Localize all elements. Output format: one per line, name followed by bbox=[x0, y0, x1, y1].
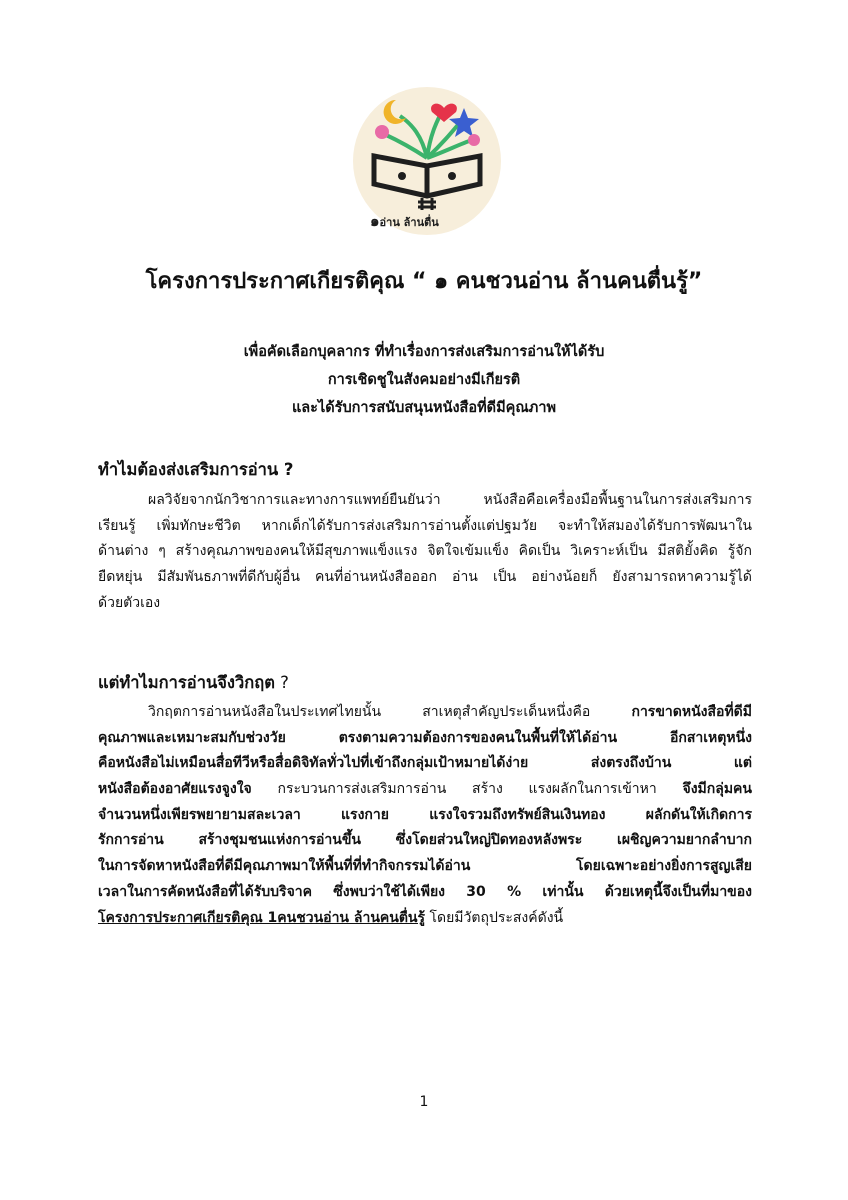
paragraph-line: คือหนังสือไม่เหมือนสื่อทีวีหรือสื่อดิจิทัลทั่วไปที่เข้าถึงกลุ่มเป้าหมายได้ง่าย ส่งตรงถึงบ้าน แต่ bbox=[98, 755, 752, 772]
paragraph-line: คุณภาพและเหมาะสมกับช่วงวัย ตรงตามความต้องการของคนในพื้นที่ให้ได้อ่าน อีกสาเหตุหนึ่ง bbox=[98, 729, 752, 746]
subtitle-line: เพื่อคัดเลือกบุคลากร ที่ทำเรื่องการส่งเสริมการอ่านให้ได้รับ bbox=[243, 344, 605, 360]
page-number: 1 bbox=[419, 1094, 429, 1110]
flower-icon bbox=[375, 125, 389, 139]
paragraph-line: รักการอ่าน สร้างชุมชนแห่งการอ่านขึ้น ซึ่งโดยส่วนใหญ่ปิดทองหลังพระ เผชิญความยากลำบาก bbox=[98, 832, 752, 849]
paragraph-line: เวลาในการคัดหนังสือที่ได้รับบริจาค ซึ่งพบว่าใช้ได้เพียง 30 % เท่านั้น ด้วยเหตุนี้จึงเป็นที่มาของ bbox=[98, 883, 752, 900]
paragraph-line: หนังสือต้องอาศัยแรงจูงใจ กระบวนการส่งเสริมการอ่าน สร้าง แรงผลักในการเข้าหา จึงมีกลุ่มคน bbox=[98, 781, 752, 798]
project-logo bbox=[352, 86, 502, 236]
paragraph-line: ยืดหยุ่น มีสัมพันธภาพที่ดีกับผู้อื่น คนที่อ่านหนังสือออก อ่าน เป็น อย่างน้อยก็ ยังสามารถหาความรู้ได้ bbox=[98, 569, 752, 586]
section1-heading: ทำไมต้องส่งเสริมการอ่าน ? bbox=[98, 460, 294, 479]
paragraph-line: เรียนรู้ เพิ่มทักษะชีวิต หากเด็กได้รับการส่งเสริมการอ่านตั้งแต่ปฐมวัย จะทำให้สมองได้รับการพัฒนาใน bbox=[98, 517, 752, 534]
paragraph-line: ในการจัดหาหนังสือที่ดีมีคุณภาพมาให้พื้นที่ที่ทำกิจกรรมได้อ่าน โดยเฉพาะอย่างยิ่งการสูญเสีย bbox=[98, 858, 752, 875]
subtitle-line: และได้รับการสนับสนุนหนังสือที่ดีมีคุณภาพ bbox=[291, 400, 557, 416]
document-subtitle bbox=[110, 338, 738, 422]
document-title: โครงการประกาศเกียรติคุณ “ ๑ คนชวนอ่าน ล้านคนตื่นรู้” bbox=[145, 269, 703, 294]
section1-paragraph bbox=[98, 488, 752, 616]
section2-paragraph bbox=[98, 700, 752, 931]
logo-text: ๑อ่าน ล้านตื่น bbox=[370, 212, 439, 230]
paragraph-line: จำนวนหนึ่งเพียรพยายามสละเวลา แรงกาย แรงใจรวมถึงทรัพย์สินเงินทอง ผลักดันให้เกิดการ bbox=[98, 806, 752, 823]
paragraph-line: วิกฤตการอ่านหนังสือในประเทศไทยนั้น สาเหตุสำคัญประเด็นหนึ่งคือ การขาดหนังสือที่ดีมี bbox=[148, 704, 752, 720]
paragraph-line: โครงการประกาศเกียรติคุณ 1คนชวนอ่าน ล้านคนตื่นรู้ โดยมีวัตถุประสงค์ดังนี้ bbox=[98, 909, 564, 926]
section2-heading: แต่ทำไมการอ่านจึงวิกฤต ? bbox=[98, 673, 289, 692]
subtitle-line: การเชิดชูในสังคมอย่างมีเกียรติ bbox=[327, 372, 521, 388]
paragraph-line: ผลวิจัยจากนักวิชาการและทางการแพทย์ยืนยันว่า หนังสือคือเครื่องมือพื้นฐานในการส่งเสริมการ bbox=[148, 492, 752, 508]
paragraph-line: ด้านต่าง ๆ สร้างคุณภาพของคนให้มีสุขภาพแข็งแรง จิตใจเข้มแข็ง คิดเป็น วิเคราะห์เป็น มีสติยั้งคิด รู้จัก bbox=[98, 543, 752, 560]
paragraph-line: ด้วยตัวเอง bbox=[98, 594, 161, 611]
